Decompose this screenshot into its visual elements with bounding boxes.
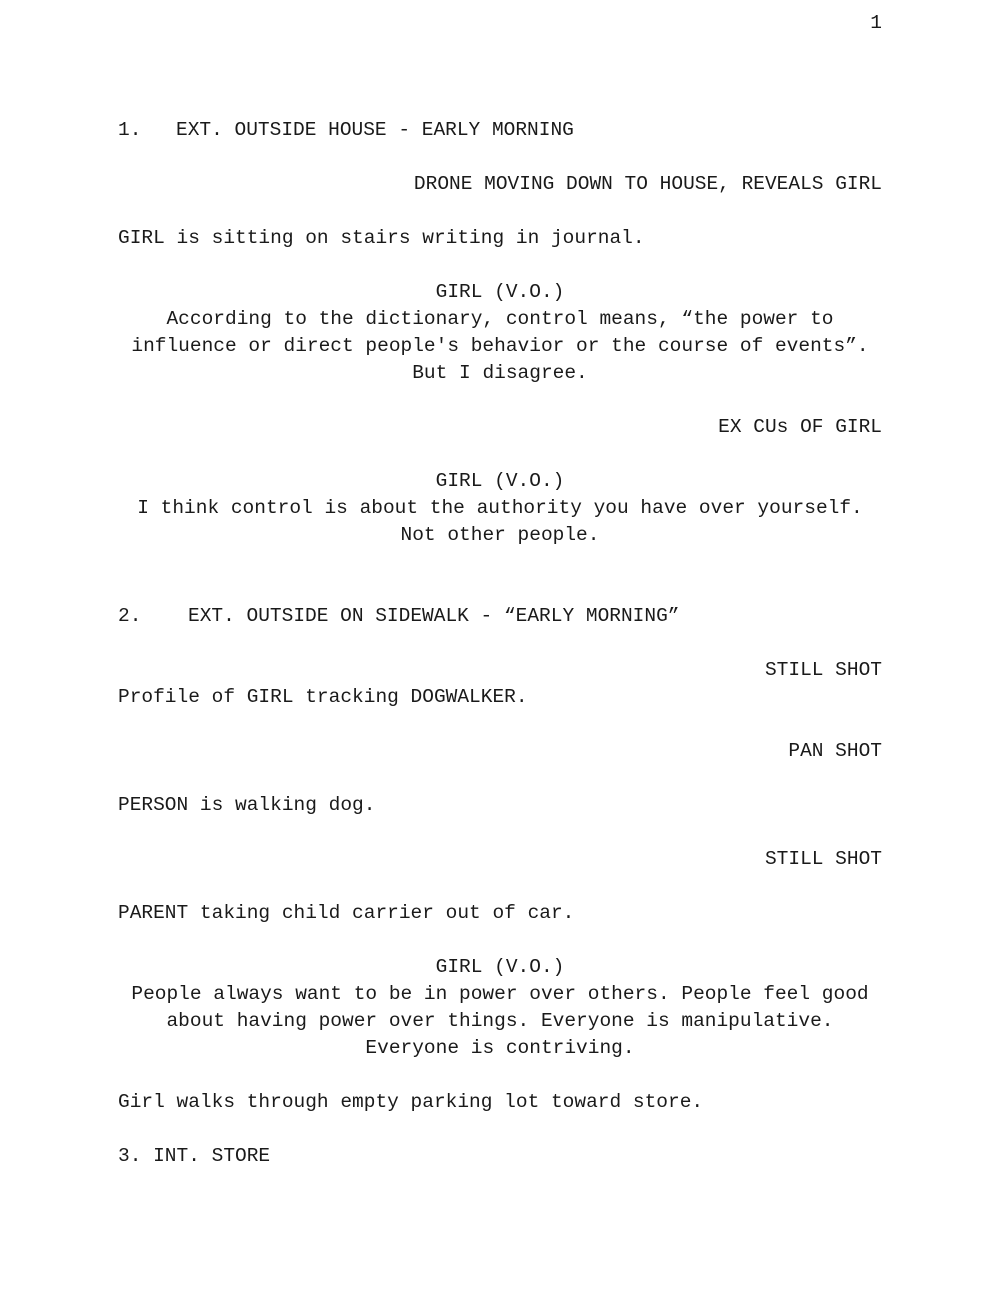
dialogue-line: Not other people. [400, 524, 600, 546]
dialogue-line: According to the dictionary, control means, “the power to [166, 308, 834, 330]
dialogue-line: People always want to be in power over others. People feel good [131, 983, 869, 1005]
scene-heading-1 [118, 117, 574, 144]
scene-number: 1. [118, 119, 142, 141]
character-name: GIRL (V.O.) [435, 281, 565, 303]
character-name: GIRL (V.O.) [435, 956, 565, 978]
dialogue-block [118, 495, 882, 549]
action-line: Girl walks through empty parking lot toward store. [118, 1091, 704, 1113]
dialogue-line: influence or direct people's behavior or the course of events”. [131, 335, 869, 357]
scene-heading-text: EXT. OUTSIDE HOUSE - EARLY MORNING [176, 119, 574, 141]
dialogue-line: But I disagree. [412, 362, 588, 384]
shot-direction: PAN SHOT [788, 740, 882, 762]
scene-heading-text: EXT. OUTSIDE ON SIDEWALK - “EARLY MORNING” [188, 605, 680, 627]
shot-direction: STILL SHOT [764, 848, 882, 870]
action-line: Profile of GIRL tracking DOGWALKER. [118, 686, 528, 708]
scene-number: 2. [118, 605, 142, 627]
action-line: PARENT taking child carrier out of car. [118, 902, 575, 924]
shot-direction: STILL SHOT [764, 659, 882, 681]
scene-heading-3: 3. INT. STORE [118, 1145, 271, 1167]
dialogue-line: Everyone is contriving. [365, 1037, 635, 1059]
dialogue-line: I think control is about the authority you have over yourself. [137, 497, 863, 519]
dialogue-block [118, 306, 882, 387]
action-line: PERSON is walking dog. [118, 794, 376, 816]
scene-heading-2 [118, 603, 679, 630]
character-name: GIRL (V.O.) [435, 470, 565, 492]
action-line: GIRL is sitting on stairs writing in journal. [118, 227, 645, 249]
page-number: 1 [870, 12, 882, 34]
dialogue-line: about having power over things. Everyone is manipulative. [166, 1010, 834, 1032]
shot-direction: EX CUs OF GIRL [718, 416, 882, 438]
dialogue-block [118, 981, 882, 1062]
shot-direction: DRONE MOVING DOWN TO HOUSE, REVEALS GIRL [413, 173, 882, 195]
